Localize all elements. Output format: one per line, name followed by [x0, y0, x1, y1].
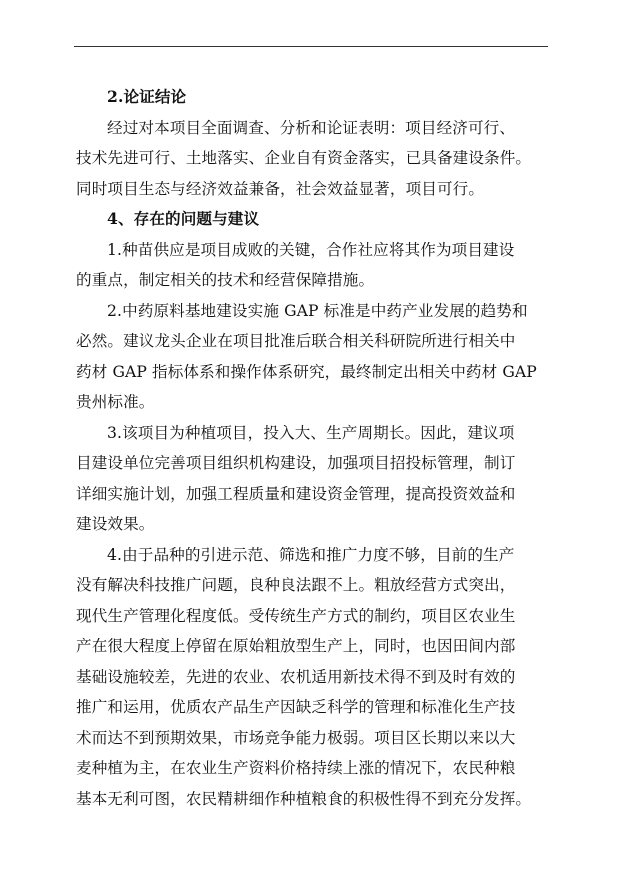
paragraph-line: 推广和运用，优质农产品生产因缺乏科学的管理和标准化生产技: [76, 698, 516, 716]
paragraph-line: 基础设施较差，先进的农业、农机适用新技术得不到及时有效的: [76, 667, 516, 686]
section-heading-conclusion: 2.论证结论: [107, 87, 187, 106]
paragraph-line: 麦种植为主，在农业生产资料价格持续上涨的情况下，农民种粮: [76, 759, 516, 777]
paragraph-line: 1.种苗供应是项目成败的关键，合作社应将其作为项目建设: [107, 240, 515, 259]
paragraph-line: 产在很大程度上停留在原始粗放型生产上，同时，也因田间内部: [76, 637, 516, 655]
paragraph-line: 建设效果。: [76, 515, 155, 533]
paragraph-line: 同时项目生态与经济效益兼备，社会效益显著，项目可行。: [76, 179, 485, 198]
paragraph-line: 经过对本项目全面调查、分析和论证表明：项目经济可行、: [107, 118, 516, 137]
paragraph-line: 术而达不到预期效果，市场竞争能力极弱。项目区长期以来以大: [76, 728, 516, 747]
paragraph-line: 详细实施计划，加强工程质量和建设资金管理，提高投资效益和: [76, 484, 516, 503]
paragraph-line: 3.该项目为种植项目，投入大、生产周期长。因此，建议项: [107, 423, 515, 442]
paragraph-line: 2.中药原料基地建设实施 GAP 标准是中药产业发展的趋势和: [107, 301, 528, 320]
paragraph-line: 的重点，制定相关的技术和经营保障措施。: [76, 271, 375, 289]
paragraph-line: 技术先进可行、土地落实、企业自有资金落实，已具备建设条件。: [76, 149, 532, 167]
paragraph-line: 目建设单位完善项目组织机构建设，加强项目招投标管理，制订: [76, 454, 516, 472]
paragraph-line: 现代生产管理化程度低。受传统生产方式的制约，项目区农业生: [76, 606, 516, 625]
header-rule: [74, 46, 548, 47]
paragraph-line: 没有解决科技推广问题，良种良法跟不上。粗放经营方式突出，: [76, 576, 516, 594]
document-body: [76, 82, 556, 814]
paragraph-line: 贵州标准。: [76, 393, 155, 411]
section-heading-issues: 4、存在的问题与建议: [107, 209, 260, 228]
paragraph-line: 药材 GAP 指标体系和操作体系研究，最终制定出相关中药材 GAP: [76, 362, 537, 381]
paragraph-line: 必然。建议龙头企业在项目批准后联合相关科研院所进行相关中: [76, 332, 516, 350]
paragraph-line: 基本无利可图，农民精耕细作种植粮食的积极性得不到充分发挥。: [76, 789, 532, 808]
paragraph-line: 4.由于品种的引进示范、筛选和推广力度不够，目前的生产: [107, 545, 515, 564]
